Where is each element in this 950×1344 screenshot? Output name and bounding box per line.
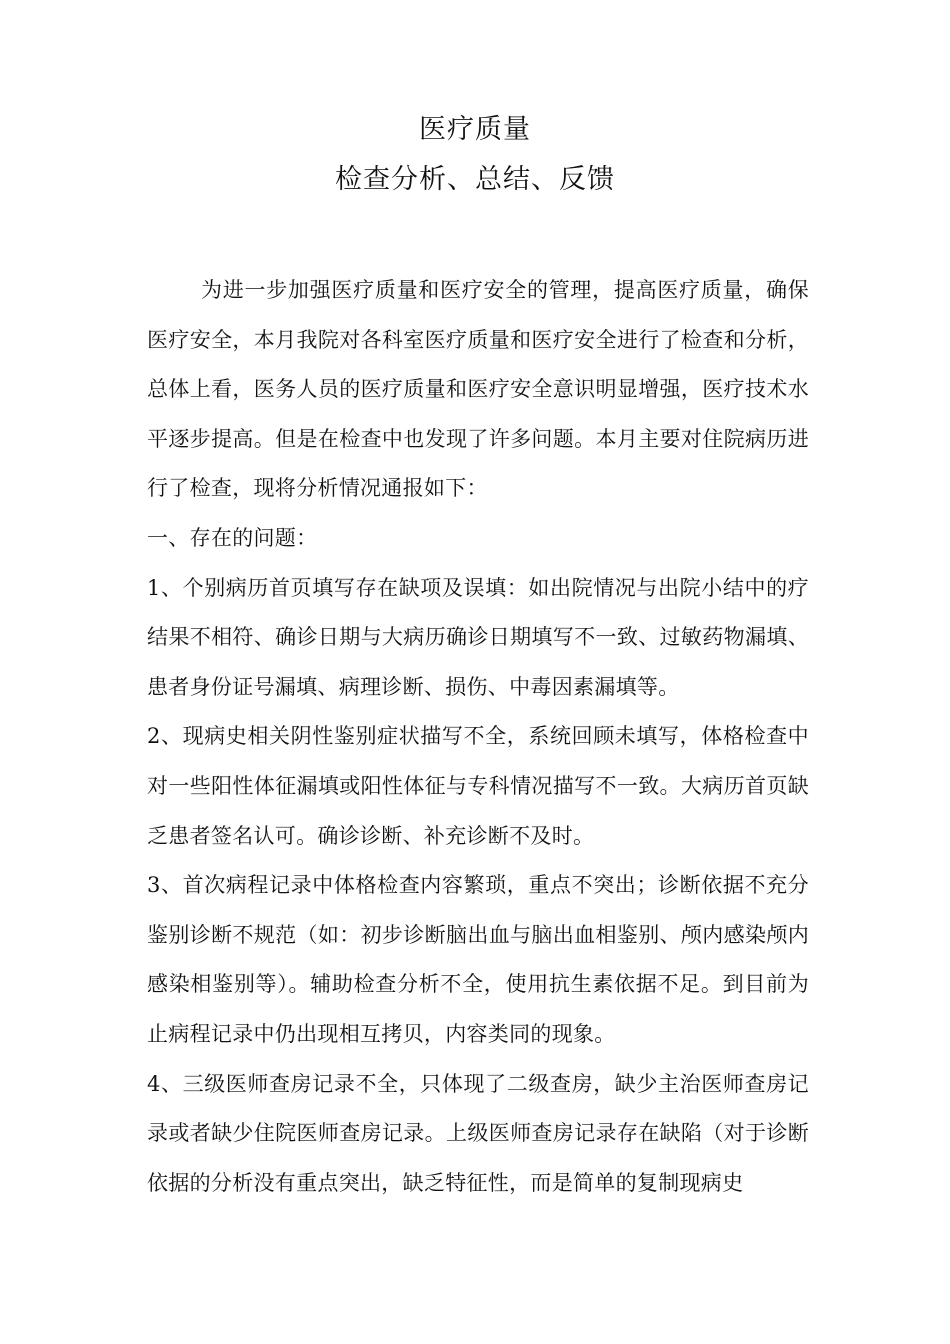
document-title-line-1: 医疗质量 [419, 114, 531, 145]
document-body [147, 266, 809, 1208]
document-title-line-2: 检查分析、总结、反馈 [335, 164, 615, 195]
problem-item-2: 2、现病史相关阴性鉴别症状描写不全，系统回顾未填写，体格检查中对一些阳性体征漏填或阳性体征与专科情况描写不一致。大病历首页缺乏患者签名认可。确诊诊断、补充诊断不及时。 [147, 724, 809, 848]
problem-item-4: 4、三级医师查房记录不全，只体现了二级查房，缺少主治医师查房记录或者缺少住院医师查房记录。上级医师查房记录存在缺陷（对于诊断依据的分析没有重点突出，缺乏特征性，而是简单的复制现病史 [147, 1071, 809, 1195]
section-heading-problems: 一、存在的问题： [147, 525, 318, 550]
problem-item-3: 3、首次病程记录中体格检查内容繁琐，重点不突出；诊断依据不充分鉴别诊断不规范（如：初步诊断脑出血与脑出血相鉴别、颅内感染颅内感染相鉴别等）。辅助检查分析不全，使用抗生素依据不足。到目前为止病程记录中仍出现相互拷贝，内容类同的现象。 [147, 873, 809, 1046]
intro-paragraph: 为进一步加强医疗质量和医疗安全的管理，提高医疗质量，确保医疗安全，本月我院对各科室医疗质量和医疗安全进行了检查和分析，总体上看，医务人员的医疗质量和医疗安全意识明显增强，医疗技术水平逐步提高。但是在检查中也发现了许多问题。本月主要对住院病历进行了检查，现将分析情况通报如下： [147, 278, 809, 501]
problem-item-1: 1、个别病历首页填写存在缺项及误填：如出院情况与出院小结中的疗结果不相符、确诊日期与大病历确诊日期填写不一致、过敏药物漏填、患者身份证号漏填、病理诊断、损伤、中毒因素漏填等。 [147, 575, 809, 699]
